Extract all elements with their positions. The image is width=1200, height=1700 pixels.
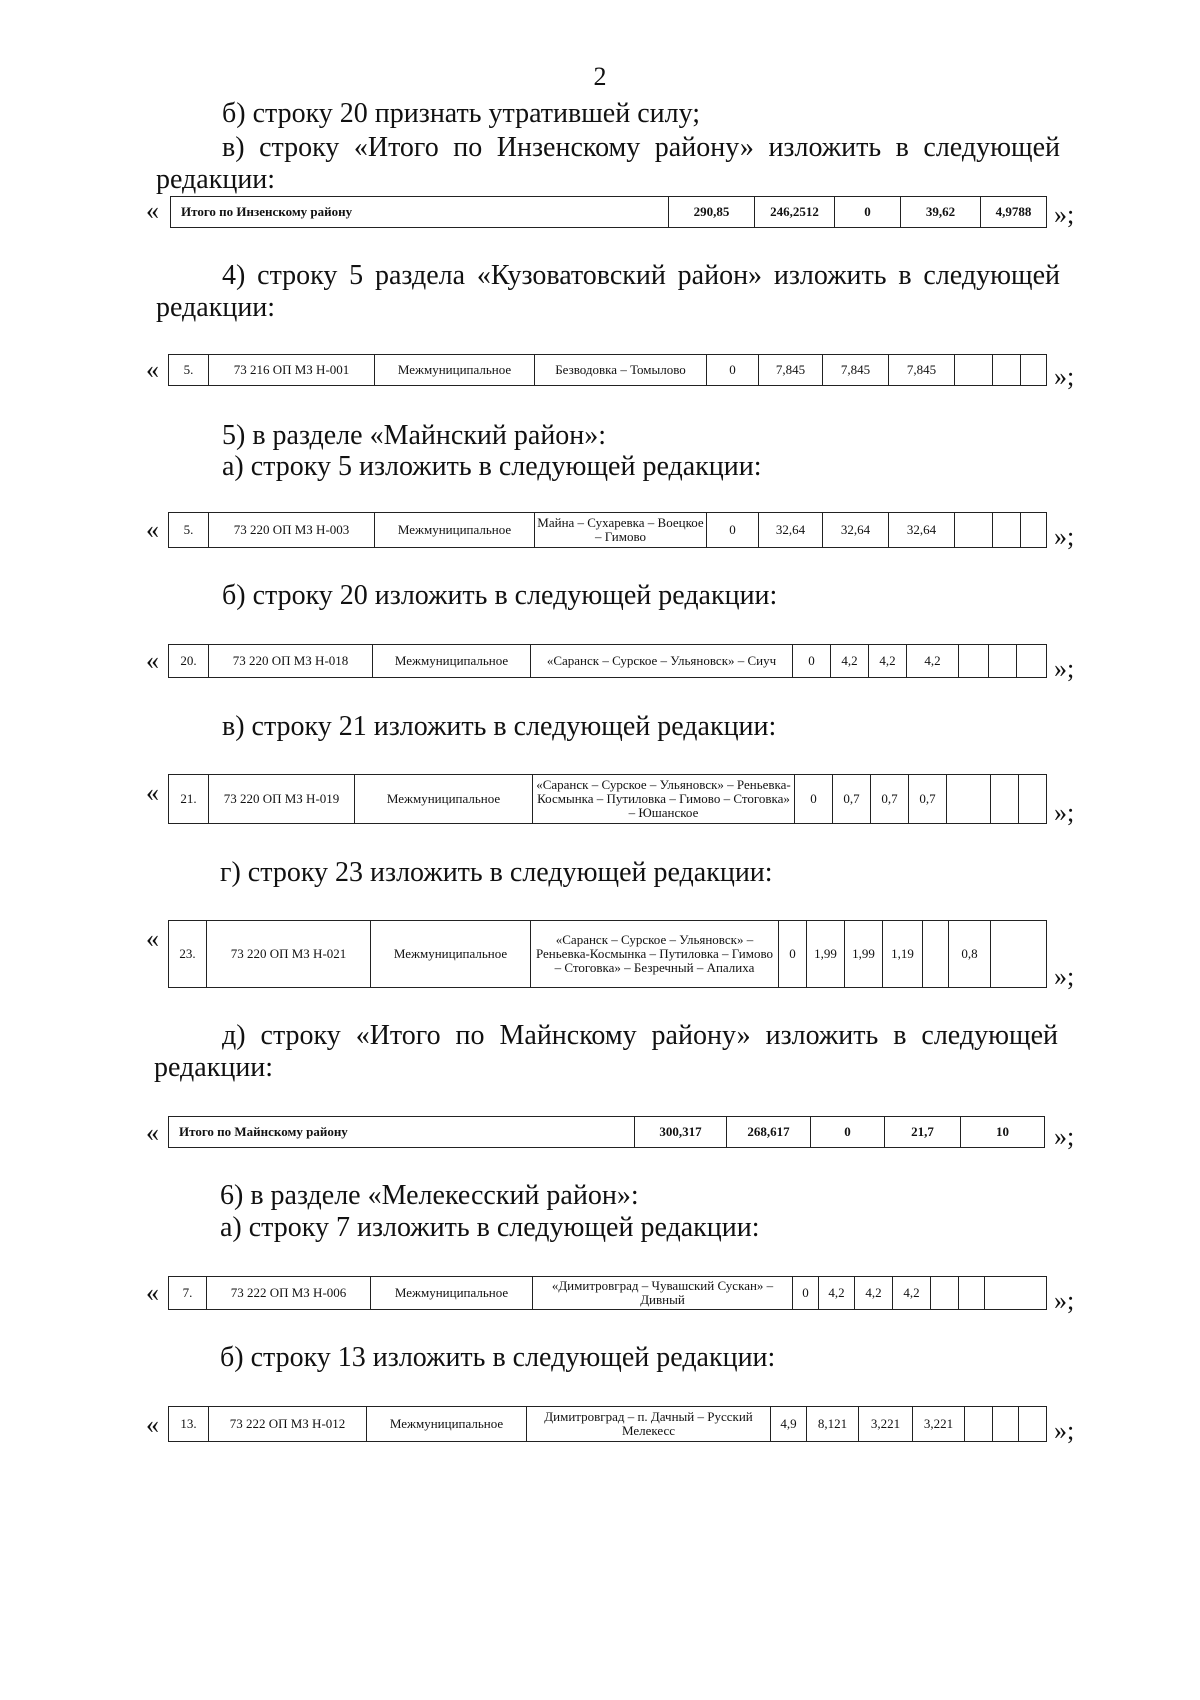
cell-value: 4,2 xyxy=(907,645,959,678)
cell-value xyxy=(1021,355,1047,386)
paragraph-7: в) строку 21 изложить в следующей редакции: xyxy=(222,711,777,742)
cell-value: 4,2 xyxy=(869,645,907,678)
cell-value xyxy=(1019,775,1047,824)
cell-value: 0 xyxy=(811,1117,885,1148)
cell-value: 32,64 xyxy=(759,513,823,548)
cell-number: 23. xyxy=(169,921,207,988)
paragraph-4: 5) в разделе «Майнский район»: xyxy=(222,420,607,451)
close-quote: »; xyxy=(1054,798,1075,827)
cell-value: 4,2 xyxy=(831,645,869,678)
cell-value: 21,7 xyxy=(885,1117,961,1148)
cell-value: 1,99 xyxy=(845,921,883,988)
paragraph-10: 6) в разделе «Мелекесский район»: xyxy=(220,1180,639,1211)
paragraph-11: а) строку 7 изложить в следующей редакции: xyxy=(220,1212,760,1243)
cell-value xyxy=(993,355,1021,386)
cell-category: Межмуниципальное xyxy=(367,1407,527,1442)
cell-value: 0 xyxy=(793,1277,819,1310)
cell-value: 1,99 xyxy=(807,921,845,988)
cell-value: 0,7 xyxy=(871,775,909,824)
cell-value xyxy=(931,1277,959,1310)
cell-value: 7,845 xyxy=(889,355,955,386)
paragraph-1: б) строку 20 признать утратившей силу; xyxy=(222,98,700,129)
cell-road-name: Димитровград – п. Дачный – Русский Мелекесс xyxy=(527,1407,771,1442)
cell-code: 73 220 ОП МЗ Н-019 xyxy=(209,775,355,824)
cell-value xyxy=(923,921,949,988)
cell-value: 1,19 xyxy=(883,921,923,988)
cell-value: 7,845 xyxy=(759,355,823,386)
cell-value: 290,85 xyxy=(669,197,755,228)
cell-code: 73 220 ОП МЗ Н-021 xyxy=(207,921,371,988)
cell-code: 73 216 ОП МЗ Н-001 xyxy=(209,355,375,386)
cell-value: 4,2 xyxy=(819,1277,855,1310)
close-quote: »; xyxy=(1054,962,1075,991)
cell-value: 0,8 xyxy=(949,921,991,988)
cell-value: 0 xyxy=(835,197,901,228)
cell-code: 73 220 ОП МЗ Н-003 xyxy=(209,513,375,548)
open-quote: « xyxy=(146,1118,159,1147)
cell-value: 4,2 xyxy=(855,1277,893,1310)
cell-value xyxy=(947,775,991,824)
cell-value: 8,121 xyxy=(807,1407,859,1442)
paragraph-8: г) строку 23 изложить в следующей редакции: xyxy=(220,857,773,888)
cell-value xyxy=(985,1277,1047,1310)
paragraph-6: б) строку 20 изложить в следующей редакции: xyxy=(222,580,778,611)
cell-value: 0 xyxy=(795,775,833,824)
table-inza-total xyxy=(170,196,1047,228)
cell-value: 0,7 xyxy=(909,775,947,824)
open-quote: « xyxy=(146,355,159,384)
cell-value xyxy=(955,355,993,386)
close-quote: »; xyxy=(1054,200,1075,229)
cell-number: 21. xyxy=(169,775,209,824)
cell-value: 3,221 xyxy=(913,1407,965,1442)
table-main-row-21 xyxy=(168,774,1047,824)
open-quote: « xyxy=(146,778,159,807)
cell-name: Итого по Инзенскому району xyxy=(171,197,669,228)
cell-value xyxy=(989,645,1017,678)
cell-category: Межмуниципальное xyxy=(371,1277,533,1310)
cell-value xyxy=(959,1277,985,1310)
table-main-row-5 xyxy=(168,512,1047,548)
paragraph-3-line-1: 4) строку 5 раздела «Кузоватовский район» изложить в следующей xyxy=(222,260,1060,291)
open-quote: « xyxy=(146,515,159,544)
cell-value: 4,9 xyxy=(771,1407,807,1442)
cell-number: 5. xyxy=(169,355,209,386)
table-kuz-row-5 xyxy=(168,354,1047,386)
cell-name: Итого по Майнскому району xyxy=(169,1117,635,1148)
cell-value xyxy=(1019,1407,1047,1442)
cell-value: 10 xyxy=(961,1117,1045,1148)
cell-category: Межмуниципальное xyxy=(375,355,535,386)
cell-value: 0 xyxy=(793,645,831,678)
paragraph-5: а) строку 5 изложить в следующей редакции: xyxy=(222,451,762,482)
cell-value: 32,64 xyxy=(823,513,889,548)
cell-value: 39,62 xyxy=(901,197,981,228)
close-quote: »; xyxy=(1054,522,1075,551)
cell-road-name: «Саранск – Сурское – Ульяновск» – Реньевка-Космынка – Путиловка – Гимово – Стоговка» – Юшанское xyxy=(533,775,795,824)
cell-value: 4,9788 xyxy=(981,197,1047,228)
cell-number: 13. xyxy=(169,1407,209,1442)
paragraph-12: б) строку 13 изложить в следующей редакции: xyxy=(220,1342,776,1373)
open-quote: « xyxy=(146,1410,159,1439)
cell-number: 20. xyxy=(169,645,209,678)
paragraph-2-line-1: в) строку «Итого по Инзенскому району» изложить в следующей xyxy=(222,132,1060,163)
cell-value xyxy=(959,645,989,678)
cell-value xyxy=(965,1407,993,1442)
cell-value: 0 xyxy=(707,513,759,548)
table-mel-row-13 xyxy=(168,1406,1047,1442)
cell-category: Межмуниципальное xyxy=(355,775,533,824)
paragraph-9-line-1: д) строку «Итого по Майнскому району» изложить в следующей xyxy=(222,1020,1058,1051)
cell-value xyxy=(991,921,1047,988)
open-quote: « xyxy=(146,924,159,953)
cell-number: 5. xyxy=(169,513,209,548)
close-quote: »; xyxy=(1054,654,1075,683)
cell-value xyxy=(1017,645,1047,678)
cell-road-name: Майна – Сухаревка – Воецкое – Гимово xyxy=(535,513,707,548)
cell-road-name: «Саранск – Сурское – Ульяновск» – Реньевка-Космынка – Путиловка – Гимово – Стоговка» – Безречный – Апалиха xyxy=(531,921,779,988)
close-quote: »; xyxy=(1054,362,1075,391)
cell-value: 246,2512 xyxy=(755,197,835,228)
table-main-row-20 xyxy=(168,644,1047,678)
open-quote: « xyxy=(146,646,159,675)
cell-value xyxy=(991,775,1019,824)
close-quote: »; xyxy=(1054,1416,1075,1445)
cell-value: 300,317 xyxy=(635,1117,727,1148)
close-quote: »; xyxy=(1054,1122,1075,1151)
cell-value xyxy=(993,1407,1019,1442)
cell-number: 7. xyxy=(169,1277,207,1310)
cell-value xyxy=(955,513,993,548)
open-quote: « xyxy=(146,1278,159,1307)
cell-value xyxy=(1021,513,1047,548)
open-quote: « xyxy=(146,196,159,225)
cell-code: 73 222 ОП МЗ Н-006 xyxy=(207,1277,371,1310)
table-main-row-23 xyxy=(168,920,1047,988)
cell-code: 73 220 ОП МЗ Н-018 xyxy=(209,645,373,678)
cell-category: Межмуниципальное xyxy=(375,513,535,548)
paragraph-3-line-2: редакции: xyxy=(156,292,276,323)
cell-value: 3,221 xyxy=(859,1407,913,1442)
table-main-total xyxy=(168,1116,1045,1148)
cell-code: 73 222 ОП МЗ Н-012 xyxy=(209,1407,367,1442)
paragraph-9-line-2: редакции: xyxy=(154,1052,274,1083)
cell-road-name: «Димитровград – Чувашский Сускан» – Дивный xyxy=(533,1277,793,1310)
paragraph-2-line-2: редакции: xyxy=(156,164,276,195)
cell-category: Межмуниципальное xyxy=(373,645,531,678)
cell-value: 268,617 xyxy=(727,1117,811,1148)
cell-value: 4,2 xyxy=(893,1277,931,1310)
cell-value: 32,64 xyxy=(889,513,955,548)
close-quote: »; xyxy=(1054,1286,1075,1315)
cell-value: 7,845 xyxy=(823,355,889,386)
page-number: 2 xyxy=(593,62,607,91)
cell-value xyxy=(993,513,1021,548)
table-mel-row-7 xyxy=(168,1276,1047,1310)
cell-road-name: Безводовка – Томылово xyxy=(535,355,707,386)
cell-road-name: «Саранск – Сурское – Ульяновск» – Сиуч xyxy=(531,645,793,678)
cell-value: 0 xyxy=(779,921,807,988)
cell-category: Межмуниципальное xyxy=(371,921,531,988)
cell-value: 0,7 xyxy=(833,775,871,824)
cell-value: 0 xyxy=(707,355,759,386)
